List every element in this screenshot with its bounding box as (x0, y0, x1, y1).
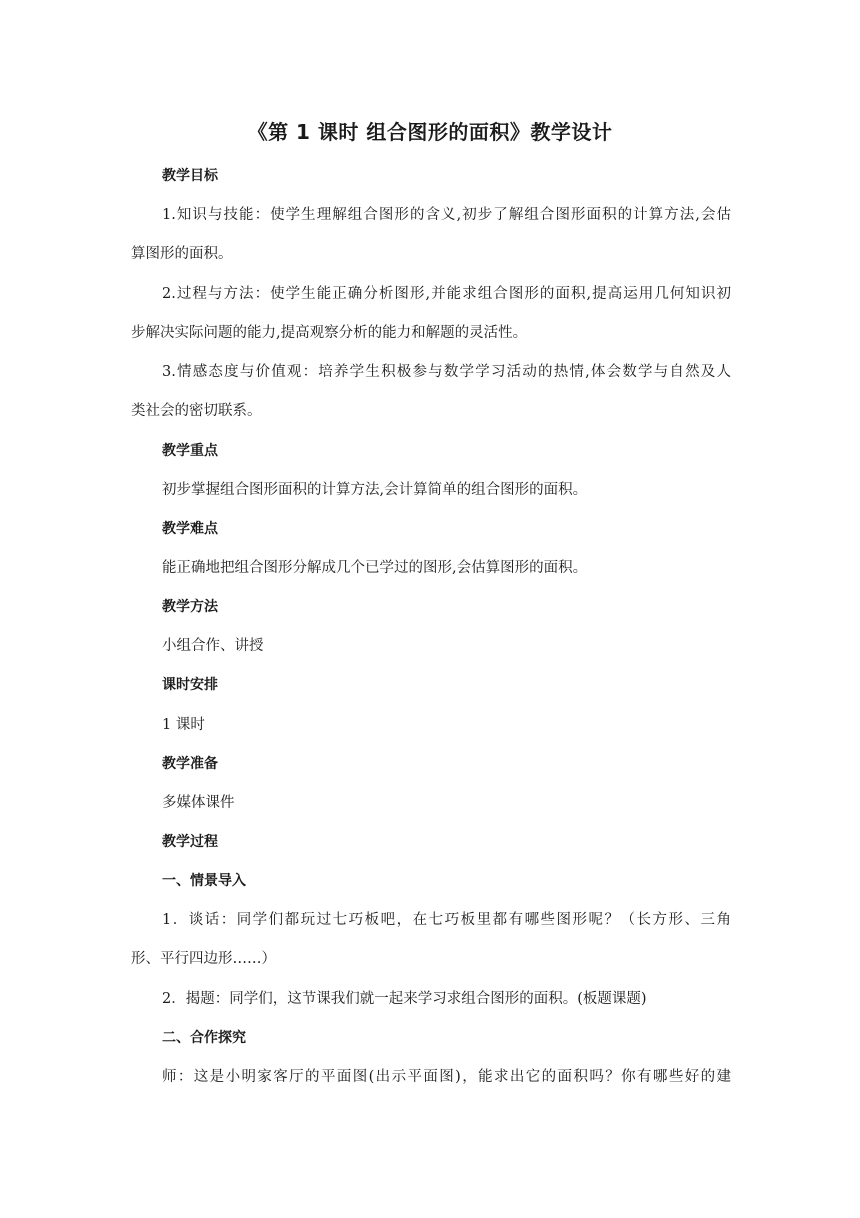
document-title: 《第 1 课时 组合图形的面积》教学设计 (247, 120, 613, 144)
preparation-text: 多媒体课件 (162, 795, 235, 811)
section-1-heading: 一、情景导入 (162, 873, 246, 889)
schedule-text: 1 课时 (162, 717, 205, 733)
step-1-line-2: 形、平行四边形……） (131, 951, 276, 967)
objectives-heading: 教学目标 (162, 168, 218, 184)
objective-1-line-2: 算图形的面积。 (131, 246, 233, 262)
objective-1-line-1: 1.知识与技能：使学生理解组合图形的含义,初步了解组合图形面积的计算方法,会估 (162, 207, 731, 223)
objective-3-line-2: 类社会的密切联系。 (131, 403, 262, 419)
methods-heading: 教学方法 (162, 599, 218, 615)
objective-2-line-1: 2.过程与方法：使学生能正确分析图形,并能求组合图形的面积,提高运用几何知识初 (162, 286, 731, 302)
objective-3-line-1: 3.情感态度与价值观：培养学生积极参与数学学习活动的热情,体会数学与自然及人 (162, 364, 731, 380)
process-heading: 教学过程 (162, 834, 218, 850)
step-2-text: 2．揭题：同学们，这节课我们就一起来学习求组合图形的面积。(板题课题) (162, 991, 647, 1007)
key-points-text: 初步掌握组合图形面积的计算方法,会计算简单的组合图形的面积。 (162, 482, 588, 498)
teacher-line: 师：这是小明家客厅的平面图(出示平面图)，能求出它的面积吗？你有哪些好的建 (162, 1069, 731, 1085)
key-points-heading: 教学重点 (162, 443, 218, 459)
preparation-heading: 教学准备 (162, 756, 218, 772)
step-1-line-1: 1．谈话：同学们都玩过七巧板吧，在七巧板里都有哪些图形呢？（长方形、三角 (162, 912, 731, 928)
objective-2-line-2: 步解决实际问题的能力,提高观察分析的能力和解题的灵活性。 (131, 325, 528, 341)
methods-text: 小组合作、讲授 (162, 638, 264, 654)
difficulties-heading: 教学难点 (162, 521, 218, 537)
section-2-heading: 二、合作探究 (162, 1030, 246, 1046)
schedule-heading: 课时安排 (162, 677, 218, 693)
difficulties-text: 能正确地把组合图形分解成几个已学过的图形,会估算图形的面积。 (162, 560, 588, 576)
